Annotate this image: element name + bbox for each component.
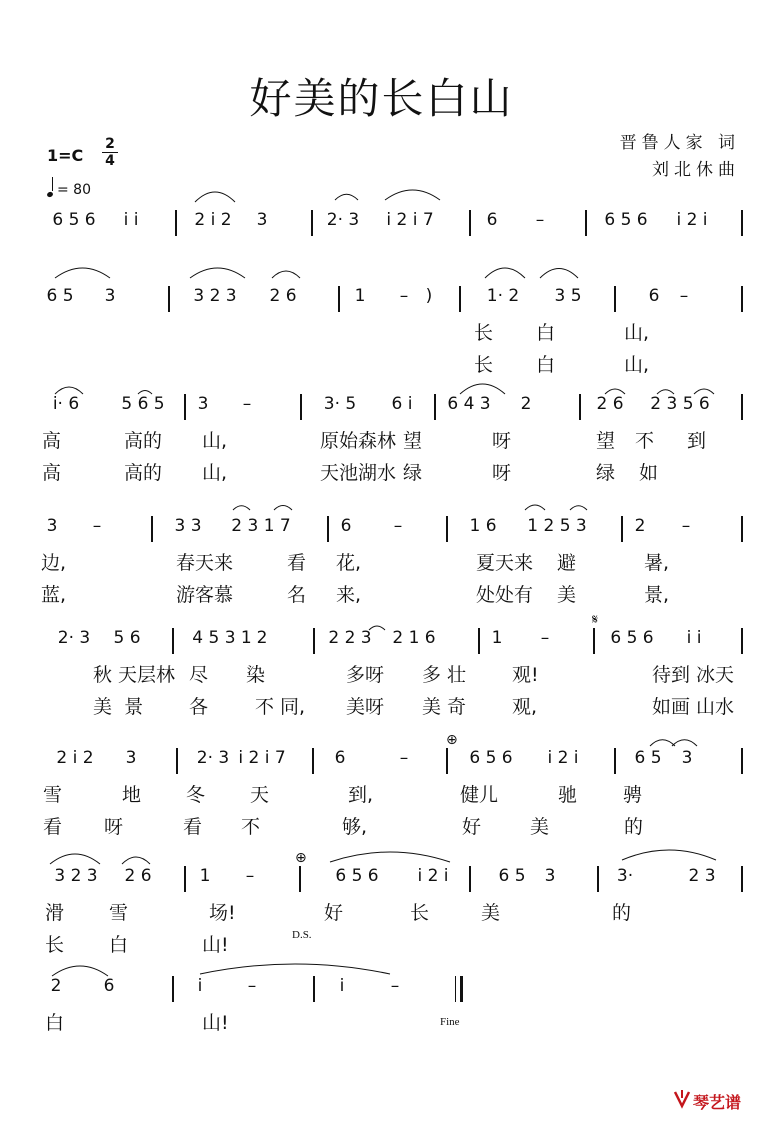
lyric-syllable: 雪 bbox=[43, 784, 63, 806]
slur-arc bbox=[122, 857, 150, 864]
slur-arc bbox=[694, 389, 714, 394]
lyric-syllable: 绿 bbox=[403, 462, 423, 484]
slur-arc bbox=[657, 390, 674, 394]
note-group: 2 bbox=[634, 516, 646, 536]
lyric-syllable: 如画 山水 bbox=[652, 696, 735, 718]
note-group: 6 bbox=[103, 976, 115, 996]
lyric-syllable: 冬 bbox=[186, 784, 206, 806]
slur-arc bbox=[195, 192, 235, 202]
note-group: 3· 5 bbox=[323, 394, 357, 414]
lyricist-credit: 晋鲁人家 词 bbox=[619, 133, 740, 153]
lyric-syllable: 山! bbox=[202, 934, 229, 956]
segno-sign: 𝄋 bbox=[592, 612, 599, 628]
lyric-syllable: 景, bbox=[644, 584, 670, 606]
note-group: 2 bbox=[256, 628, 268, 648]
lyric-syllable: 呀 bbox=[104, 816, 124, 838]
note-group: 3 3 bbox=[174, 516, 202, 536]
note-group: ) bbox=[425, 286, 433, 306]
note-group: 6 5 bbox=[634, 748, 662, 768]
lyric-syllable: 驰 bbox=[558, 784, 578, 806]
note-group: 6 bbox=[340, 516, 352, 536]
slur-arc bbox=[672, 740, 697, 746]
note-group: 6 5 6 bbox=[469, 748, 513, 768]
lyric-syllable: 山, bbox=[202, 462, 228, 484]
lyric-syllable: 地 bbox=[122, 784, 142, 806]
lyric-syllable: 春天来 bbox=[176, 552, 234, 574]
lyric-syllable: 避 bbox=[557, 552, 577, 574]
note-group: 3 bbox=[681, 748, 693, 768]
lyric-syllable: 好 bbox=[462, 816, 482, 838]
note-group: – bbox=[393, 516, 403, 536]
note-group: i 2 i bbox=[417, 866, 449, 886]
lyric-syllable: 长 bbox=[410, 902, 430, 924]
slur-arc bbox=[525, 505, 545, 510]
slur-arc bbox=[330, 852, 450, 862]
note-group: 2 i 2 bbox=[194, 210, 232, 230]
lyric-syllable: 尽 bbox=[189, 664, 209, 686]
lyric-syllable: 的 bbox=[612, 902, 632, 924]
lyric-syllable: 边, bbox=[41, 552, 67, 574]
note-group: i 2 i bbox=[547, 748, 579, 768]
lyric-syllable: 美 奇 bbox=[422, 696, 467, 718]
note-group: 2 3 1 7 bbox=[231, 516, 291, 536]
note-group: 2 6 bbox=[124, 866, 152, 886]
slur-arc bbox=[460, 384, 505, 394]
lyric-syllable: 的 bbox=[624, 816, 644, 838]
note-group: 5 6 5 bbox=[121, 394, 165, 414]
lyric-syllable: 健儿 bbox=[460, 784, 499, 806]
slur-arc bbox=[622, 850, 716, 860]
note-group: 1 bbox=[491, 628, 503, 648]
watermark-logo-icon bbox=[673, 1088, 691, 1110]
note-group: 6 5 6 bbox=[335, 866, 379, 886]
lyric-syllable: 美 景 bbox=[93, 696, 144, 718]
slur-arc bbox=[485, 268, 525, 278]
note-group: 1 6 bbox=[469, 516, 497, 536]
lyric-syllable: 游客慕 bbox=[176, 584, 234, 606]
lyric-syllable: 夏天来 bbox=[476, 552, 534, 574]
lyric-syllable: 美呀 bbox=[346, 696, 385, 718]
note-group: – bbox=[247, 976, 257, 996]
note-group: i bbox=[339, 976, 345, 996]
note-group: 3 bbox=[104, 286, 116, 306]
ds-marking: D.S. bbox=[292, 929, 312, 941]
note-group: 2 3 bbox=[688, 866, 716, 886]
note-group: 4 5 3 1 bbox=[192, 628, 252, 648]
lyric-syllable: 天池湖水 bbox=[320, 462, 397, 484]
lyric-syllable: 滑 bbox=[45, 902, 65, 924]
page-title: 好美的长白山 bbox=[249, 74, 514, 123]
lyric-syllable: 如 bbox=[639, 462, 659, 484]
key-signature: 1=C bbox=[47, 146, 84, 165]
note-group: i 2 i 7 bbox=[238, 748, 286, 768]
lyric-syllable: 长 bbox=[474, 354, 494, 376]
note-group: 6 5 bbox=[498, 866, 526, 886]
coda-sign-2: ⊕ bbox=[295, 850, 307, 866]
slur-arc bbox=[200, 964, 390, 974]
note-group: 6 5 6 bbox=[52, 210, 96, 230]
note-group: – bbox=[679, 286, 689, 306]
lyric-syllable: 多 壮 bbox=[422, 664, 467, 686]
note-group: 5 6 bbox=[113, 628, 141, 648]
note-group: i 2 i 7 bbox=[386, 210, 434, 230]
note-group: 2· 3 bbox=[326, 210, 360, 230]
slur-arc bbox=[540, 269, 578, 279]
lyric-syllable: 望 bbox=[403, 430, 423, 452]
lyric-syllable: 到 bbox=[687, 430, 707, 452]
lyric-syllable: 白 bbox=[45, 1012, 65, 1034]
lyric-syllable: 多呀 bbox=[346, 664, 385, 686]
note-group: – bbox=[242, 394, 252, 414]
note-group: 1 bbox=[354, 286, 366, 306]
note-group: – bbox=[681, 516, 691, 536]
lyric-syllable: 好 bbox=[324, 902, 344, 924]
lyric-syllable: 高的 bbox=[124, 462, 163, 484]
lyric-syllable: 高的 bbox=[124, 430, 163, 452]
note-group: 6 4 3 bbox=[447, 394, 491, 414]
note-group: – bbox=[92, 516, 102, 536]
lyric-syllable: 呀 bbox=[492, 462, 512, 484]
lyric-syllable: 美 bbox=[481, 902, 501, 924]
slur-arc bbox=[272, 271, 300, 278]
lyric-syllable: 名 bbox=[287, 584, 307, 606]
time-signature-bottom: 4 bbox=[105, 153, 115, 169]
note-group: 2 1 6 bbox=[392, 628, 436, 648]
note-group: 6 5 6 bbox=[604, 210, 648, 230]
note-group: – bbox=[399, 286, 409, 306]
lyric-syllable: 待到 冰天 bbox=[652, 664, 735, 686]
note-group: 3 bbox=[46, 516, 58, 536]
slur-arc bbox=[55, 268, 110, 278]
note-group: 3 2 3 bbox=[54, 866, 98, 886]
slur-arc bbox=[50, 854, 100, 864]
note-group: 2 bbox=[520, 394, 532, 414]
note-group: 3· bbox=[616, 866, 634, 886]
lyric-syllable: 观, bbox=[512, 696, 538, 718]
note-group: – bbox=[390, 976, 400, 996]
note-group: i 2 i bbox=[676, 210, 708, 230]
lyric-syllable: 山, bbox=[202, 430, 228, 452]
lyric-syllable: 山, bbox=[624, 322, 650, 344]
lyric-syllable: 骋 bbox=[623, 784, 643, 806]
lyric-syllable: 秋 天层林 bbox=[93, 664, 176, 686]
lyric-syllable: 蓝, bbox=[41, 584, 67, 606]
lyric-syllable: 白 bbox=[536, 322, 556, 344]
note-group: 3 bbox=[256, 210, 268, 230]
note-group: – bbox=[535, 210, 545, 230]
lyric-syllable: 原始森林 bbox=[320, 430, 397, 452]
note-group: – bbox=[399, 748, 409, 768]
note-group: 2 i 2 bbox=[56, 748, 94, 768]
note-group: 6 5 bbox=[46, 286, 74, 306]
lyric-syllable: 看 bbox=[43, 816, 63, 838]
lyric-syllable: 长 bbox=[474, 322, 494, 344]
note-group: 2 2 3 bbox=[328, 628, 372, 648]
lyric-syllable: 雪 bbox=[109, 902, 129, 924]
note-group: 6 5 6 bbox=[610, 628, 654, 648]
lyric-syllable: 天 bbox=[250, 784, 270, 806]
lyric-syllable: 染 bbox=[246, 664, 266, 686]
coda-sign: ⊕ bbox=[446, 732, 458, 748]
slur-arc bbox=[385, 190, 440, 200]
note-group: 2 6 bbox=[596, 394, 624, 414]
note-group: – bbox=[245, 866, 255, 886]
note-group: 2 bbox=[50, 976, 62, 996]
composer-credit: 刘北休曲 bbox=[652, 160, 740, 180]
note-group: 3 bbox=[544, 866, 556, 886]
slur-arc bbox=[274, 506, 292, 511]
slur-arc bbox=[55, 387, 83, 394]
note-group: 2 3 5 6 bbox=[650, 394, 710, 414]
lyric-syllable: 处处有 bbox=[476, 584, 534, 606]
lyric-syllable: 场! bbox=[209, 902, 236, 924]
lyric-syllable: 不 同, bbox=[255, 696, 306, 718]
note-group: 3 bbox=[125, 748, 137, 768]
lyric-syllable: 观! bbox=[512, 664, 539, 686]
slur-arc bbox=[233, 506, 250, 510]
note-group: 2 6 bbox=[269, 286, 297, 306]
lyric-syllable: 不 bbox=[241, 816, 261, 838]
barline bbox=[741, 210, 743, 236]
note-group: 6 bbox=[648, 286, 660, 306]
watermark-text: 琴艺谱 bbox=[693, 1093, 742, 1112]
lyric-syllable: 山! bbox=[202, 1012, 229, 1034]
note-group: 3 2 3 bbox=[193, 286, 237, 306]
lyric-syllable: 来, bbox=[336, 584, 362, 606]
note-group: 2· 3 bbox=[196, 748, 230, 768]
lyric-syllable: 望 bbox=[596, 430, 616, 452]
slur-arc bbox=[335, 194, 358, 200]
note-group: 2· 3 bbox=[57, 628, 91, 648]
lyric-syllable: 高 bbox=[42, 462, 62, 484]
lyric-syllable: 呀 bbox=[492, 430, 512, 452]
slur-arc bbox=[570, 506, 587, 510]
note-group: 1 2 5 3 bbox=[527, 516, 587, 536]
lyric-syllable: 白 bbox=[536, 354, 556, 376]
lyric-syllable: 看 bbox=[287, 552, 307, 574]
slur-arc bbox=[369, 626, 385, 630]
lyric-syllable: 暑, bbox=[644, 552, 670, 574]
lyric-syllable: 美 bbox=[557, 584, 577, 606]
note-group: – bbox=[540, 628, 550, 648]
lyric-syllable: 看 bbox=[183, 816, 203, 838]
lyric-syllable: 高 bbox=[42, 430, 62, 452]
note-group: i· 6 bbox=[52, 394, 80, 414]
slur-arc bbox=[190, 268, 245, 278]
note-group: 1 bbox=[199, 866, 211, 886]
slur-arc bbox=[52, 966, 108, 976]
lyric-syllable: 美 bbox=[530, 816, 550, 838]
note-group: i i bbox=[123, 210, 139, 230]
lyric-syllable: 绿 bbox=[596, 462, 616, 484]
lyric-syllable: 各 bbox=[189, 696, 209, 718]
fine-marking: Fine bbox=[440, 1016, 460, 1028]
tempo-value: = 80 bbox=[57, 182, 91, 198]
note-group: i bbox=[197, 976, 203, 996]
lyric-syllable: 到, bbox=[348, 784, 374, 806]
note-group: 6 bbox=[334, 748, 346, 768]
lyric-syllable: 不 bbox=[635, 430, 655, 452]
note-group: 3 5 bbox=[554, 286, 582, 306]
lyric-syllable: 花, bbox=[336, 552, 362, 574]
slur-arc bbox=[138, 391, 152, 395]
note-group: 1· 2 bbox=[486, 286, 520, 306]
note-group: 6 i bbox=[391, 394, 413, 414]
note-group: i i bbox=[686, 628, 702, 648]
lyric-syllable: 够, bbox=[342, 816, 368, 838]
time-signature-top: 2 bbox=[105, 136, 115, 152]
note-group: 6 bbox=[486, 210, 498, 230]
lyric-syllable: 长 bbox=[45, 934, 65, 956]
slur-arc bbox=[605, 389, 625, 394]
note-group: 3 bbox=[197, 394, 209, 414]
lyric-syllable: 山, bbox=[624, 354, 650, 376]
slur-arc bbox=[650, 740, 675, 746]
lyric-syllable: 白 bbox=[109, 934, 129, 956]
